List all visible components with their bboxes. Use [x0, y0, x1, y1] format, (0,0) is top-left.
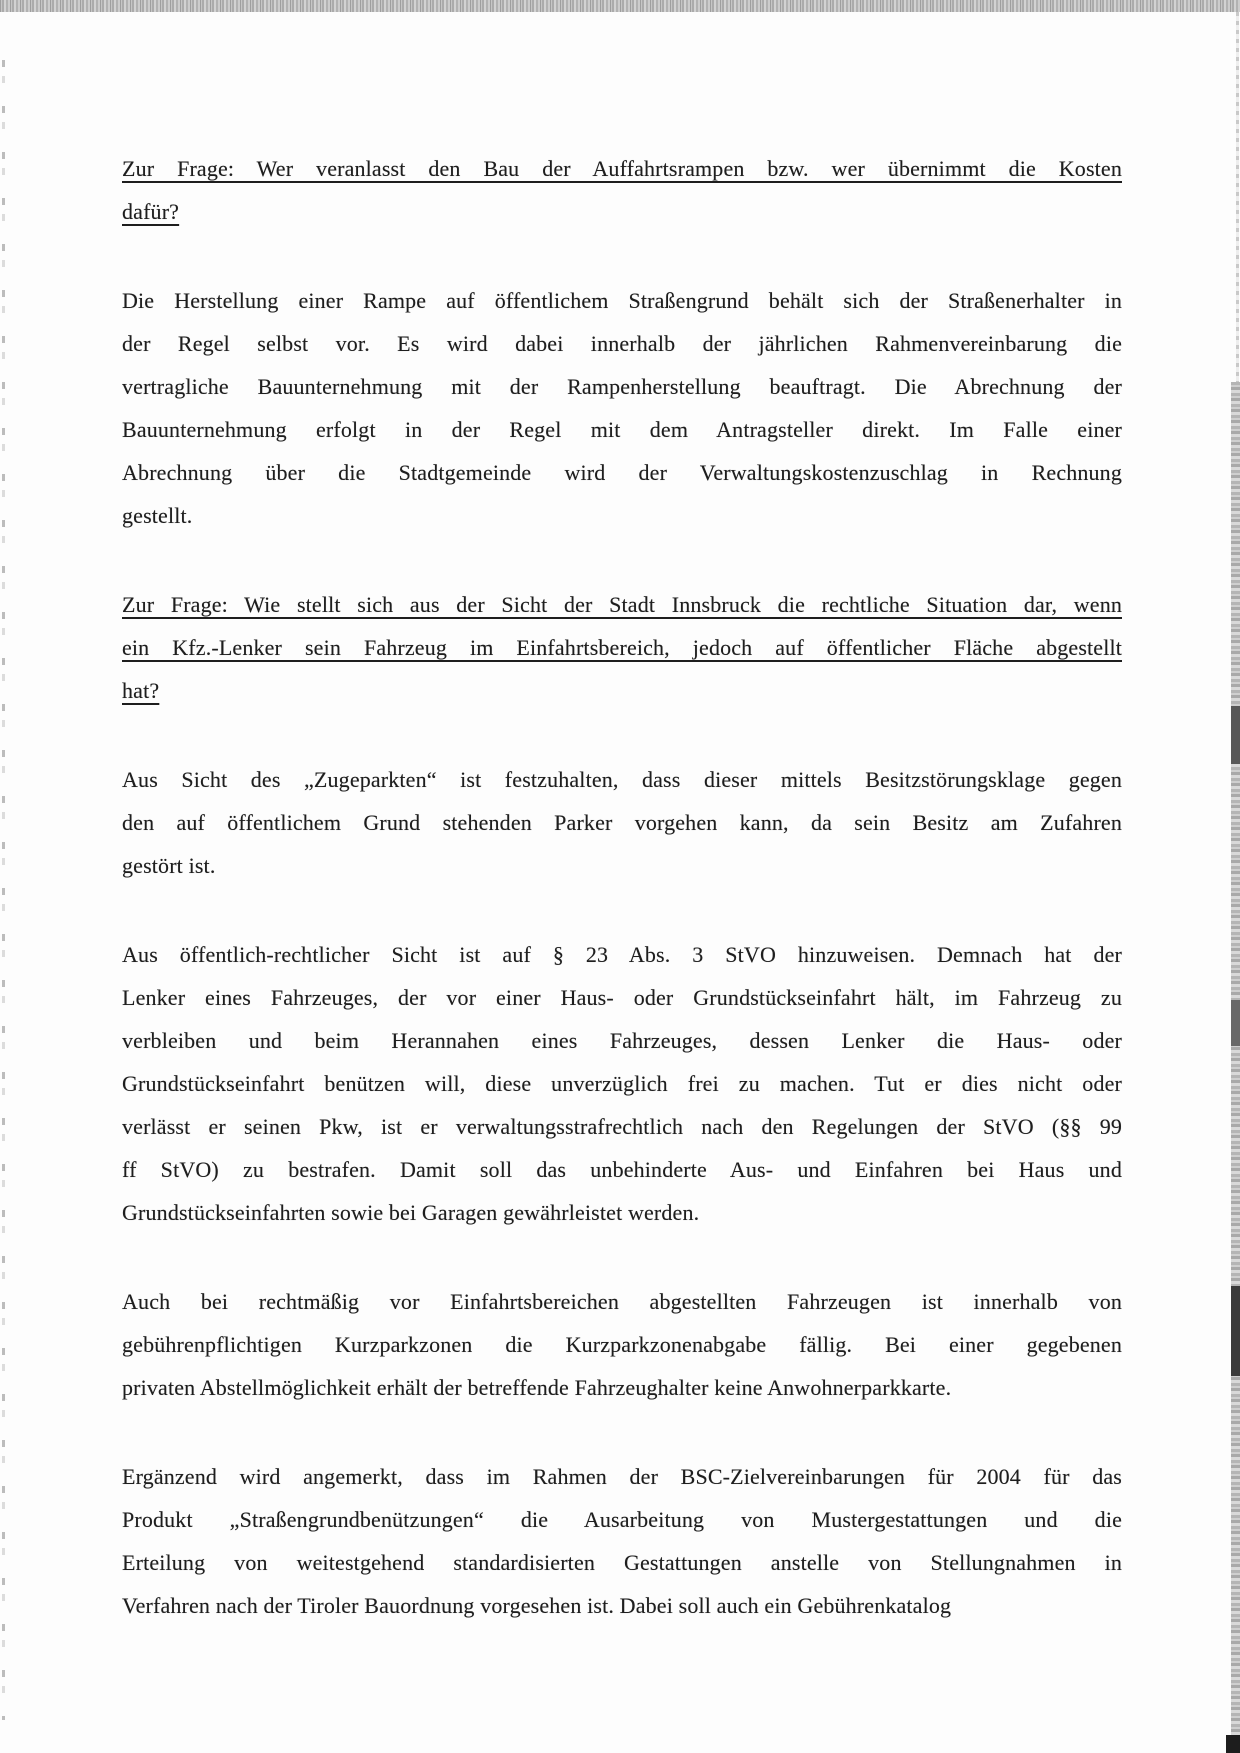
text-line: Erteilung von weitestgehend standardisierten Gestattungen anstelle von Stellungnahmen in	[122, 1550, 1122, 1575]
scan-artifact-corner-mark	[1226, 1735, 1240, 1753]
text-line: Die Herstellung einer Rampe auf öffentlichem Straßengrund behält sich der Straßenerhalter in	[122, 288, 1122, 313]
text-line: Abrechnung über die Stadtgemeinde wird der Verwaltungskostenzuschlag in Rechnung	[122, 460, 1122, 485]
body-paragraph	[122, 758, 1122, 887]
text-line: Aus Sicht des „Zugeparkten“ ist festzuhalten, dass dieser mittels Besitzstörungsklage gegen	[122, 767, 1122, 792]
scan-artifact-top-edge	[0, 0, 1240, 12]
text-line: Zur Frage: Wer veranlasst den Bau der Auffahrtsrampen bzw. wer übernimmt die Kosten	[122, 156, 1122, 181]
text-line: Grundstückseinfahrten sowie bei Garagen gewährleistet werden.	[122, 1200, 700, 1225]
text-line: gestellt.	[122, 503, 193, 528]
text-line: vertragliche Bauunternehmung mit der Rampenherstellung beauftragt. Die Abrechnung der	[122, 374, 1122, 399]
body-paragraph	[122, 279, 1122, 537]
text-line: ein Kfz.-Lenker sein Fahrzeug im Einfahrtsbereich, jedoch auf öffentlicher Fläche abgestellt	[122, 635, 1122, 660]
text-line: Ergänzend wird angemerkt, dass im Rahmen der BSC-Zielvereinbarungen für 2004 für das	[122, 1464, 1122, 1489]
text-line: hat?	[122, 678, 160, 703]
text-line: Zur Frage: Wie stellt sich aus der Sicht der Stadt Innsbruck die rechtliche Situation dar, wenn	[122, 592, 1122, 617]
text-line: Grundstückseinfahrt benützen will, diese unverzüglich frei zu machen. Tut er dies nicht oder	[122, 1071, 1122, 1096]
text-line: gestört ist.	[122, 853, 216, 878]
text-line: verbleiben und beim Herannahen eines Fahrzeuges, dessen Lenker die Haus- oder	[122, 1028, 1122, 1053]
scan-artifact-right-edge	[1231, 382, 1240, 1753]
text-line: privaten Abstellmöglichkeit erhält der betreffende Fahrzeughalter keine Anwohnerparkkarte.	[122, 1375, 952, 1400]
text-line: Verfahren nach der Tiroler Bauordnung vorgesehen ist. Dabei soll auch ein Gebührenkatalog	[122, 1593, 952, 1618]
scan-artifact-right-dark-mark	[1231, 1000, 1240, 1046]
question-heading	[122, 147, 1122, 233]
body-paragraph	[122, 1455, 1122, 1627]
text-line: Bauunternehmung erfolgt in der Regel mit dem Antragsteller direkt. Im Falle einer	[122, 417, 1122, 442]
text-line: Aus öffentlich-rechtlicher Sicht ist auf § 23 Abs. 3 StVO hinzuweisen. Demnach hat der	[122, 942, 1122, 967]
body-paragraph	[122, 1280, 1122, 1409]
scan-artifact-right-dark-mark	[1231, 1286, 1240, 1376]
body-paragraph	[122, 933, 1122, 1234]
text-line: verlässt er seinen Pkw, ist er verwaltungsstrafrechtlich nach den Regelungen der StVO (§§ 99	[122, 1114, 1122, 1139]
scan-artifact-right-edge-thin	[1236, 12, 1239, 384]
document-body	[122, 147, 1122, 1673]
question-heading	[122, 583, 1122, 712]
text-line: gebührenpflichtigen Kurzparkzonen die Kurzparkzonenabgabe fällig. Bei einer gegebenen	[122, 1332, 1122, 1357]
text-line: der Regel selbst vor. Es wird dabei innerhalb der jährlichen Rahmenvereinbarung die	[122, 331, 1122, 356]
text-line: den auf öffentlichem Grund stehenden Parker vorgehen kann, da sein Besitz am Zufahren	[122, 810, 1122, 835]
scan-artifact-left-edge	[2, 60, 5, 1720]
text-line: Produkt „Straßengrundbenützungen“ die Ausarbeitung von Mustergestattungen und die	[122, 1507, 1122, 1532]
text-line: dafür?	[122, 199, 180, 224]
text-line: Auch bei rechtmäßig vor Einfahrtsbereichen abgestellten Fahrzeugen ist innerhalb von	[122, 1289, 1122, 1314]
text-line: Lenker eines Fahrzeuges, der vor einer Haus- oder Grundstückseinfahrt hält, im Fahrzeug zu	[122, 985, 1122, 1010]
scan-artifact-right-dark-mark	[1231, 706, 1240, 764]
text-line: ff StVO) zu bestrafen. Damit soll das unbehinderte Aus- und Einfahren bei Haus und	[122, 1157, 1122, 1182]
